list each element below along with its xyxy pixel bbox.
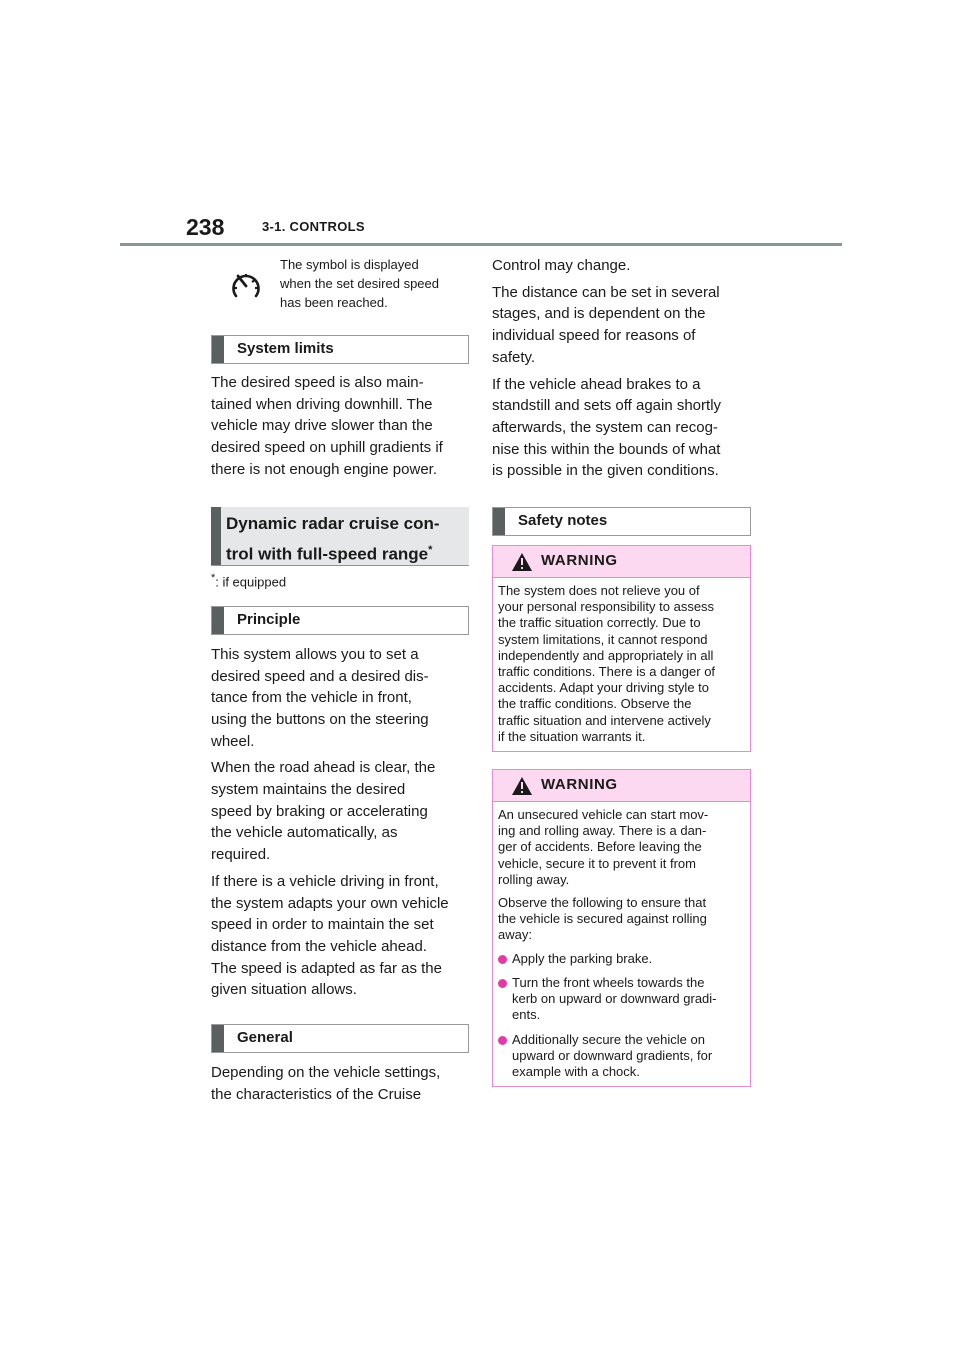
warning-text-1: The system does not relieve you of your personal responsibility to assess the traffic situation correctly. Due to system limitations, it cannot respond independently and appropriately in all traffic conditions. There is a danger of accidents. Adapt your driving style to the traffic conditions. Observe the traffic situation and intervene actively if the situation warrants it. <box>498 583 716 744</box>
general-text: Depending on the vehicle settings, the characteristics of the Cruise <box>211 1064 441 1103</box>
speedometer-icon <box>229 269 263 303</box>
left-column <box>211 255 469 1106</box>
warning-triangle-icon <box>511 552 533 572</box>
footnote-if-equipped: *: if equipped <box>211 571 287 589</box>
continued-paragraph-2: The distance can be set in several stages, and is dependent on the individual speed for reasons of safety. <box>492 283 720 366</box>
right-column <box>492 255 751 1087</box>
warning-box-1 <box>492 545 751 752</box>
heading-safety-notes: Safety notes <box>492 507 751 536</box>
principle-paragraph-1: This system allows you to set a desired speed and a desired dis- tance from the vehicle in front, using the buttons on the steering wheel. <box>211 645 429 750</box>
heading-system-limits: System limits <box>211 335 469 364</box>
symbol-caption: The symbol is displayed when the set desired speed has been reached. <box>280 257 439 310</box>
heading-general: General <box>211 1024 469 1053</box>
principle-paragraph-3: If there is a vehicle driving in front, the system adapts your own vehicle speed in order to maintain the set distance from the vehicle ahead. The speed is adapted as far as the given situation allows. <box>211 872 449 999</box>
heading-dynamic-radar-cruise-control: Dynamic radar cruise con- trol with full-speed range* <box>211 507 469 566</box>
warning-header: WARNING <box>493 546 750 578</box>
system-limits-text: The desired speed is also main- tained when driving downhill. The vehicle may drive slower than the desired speed on uphill gradients if there is not enough engine power. <box>211 374 443 478</box>
principle-paragraph-2: When the road ahead is clear, the system maintains the desired speed by braking or accelerating the vehicle automatically, as required. <box>211 759 436 864</box>
heading-principle: Principle <box>211 606 469 635</box>
list-item: Turn the front wheels towards the kerb on upward or downward gradi- ents. <box>498 975 745 1024</box>
section-title: 3-1. CONTROLS <box>262 219 365 234</box>
warning-text-2: An unsecured vehicle can start mov- ing and rolling away. There is a dan- ger of accidents. Before leaving the vehicle, secure it to prevent it from rolling away. Observe the following to ensure that the vehicle is secured against rolling away: Apply the parking brake. Turn the front wheels towards the kerb on upward or downward gradi- ents. Additionally secure the vehicle on upward or downward gradients, for example with a chock. <box>493 802 750 1086</box>
warning-box-2 <box>492 769 751 1087</box>
warning-triangle-icon <box>511 776 533 796</box>
warning-header: WARNING <box>493 770 750 802</box>
header-rule <box>120 243 842 246</box>
list-item: Apply the parking brake. <box>498 951 745 967</box>
continued-paragraph-1: Control may change. <box>492 257 631 274</box>
page-number: 238 <box>186 214 225 240</box>
list-item: Additionally secure the vehicle on upward or downward gradients, for example with a chock. <box>498 1032 745 1081</box>
symbol-description <box>211 255 469 333</box>
continued-paragraph-3: If the vehicle ahead brakes to a standstill and sets off again shortly afterwards, the system can recog- nise this within the bounds of what is possible in the given conditions. <box>492 375 722 480</box>
